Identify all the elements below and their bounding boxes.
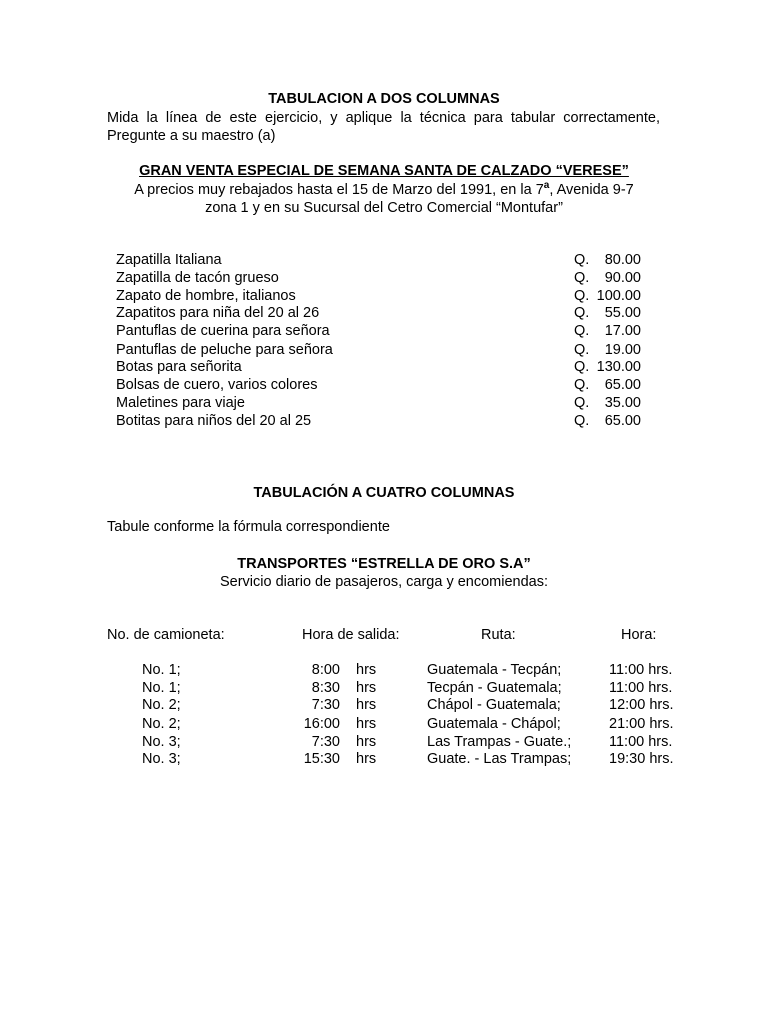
sale-line1-pre: A precios muy rebajados hasta el 15 de Marzo del 1991, en la 7: [134, 182, 544, 198]
arrival-time: 21:00 hrs.: [609, 716, 674, 732]
item-price: 35.00: [604, 395, 641, 411]
item-price: 90.00: [604, 270, 641, 286]
price-row: [0, 305, 768, 323]
transport-row: [0, 734, 768, 752]
section2-instruction: Tabule conforme la fórmula correspondiente: [107, 519, 390, 535]
departure-unit: hrs: [356, 697, 377, 713]
departure-unit: hrs: [356, 734, 377, 750]
item-price: 17.00: [604, 323, 641, 339]
price-row: [0, 359, 768, 377]
bus-number: No. 3;: [142, 751, 181, 767]
transport-header-row: [0, 627, 768, 645]
route: Guatemala - Tecpán;: [427, 662, 562, 678]
item-name: Zapato de hombre, italianos: [116, 288, 296, 304]
item-price: 19.00: [604, 342, 641, 358]
route: Chápol - Guatemala;: [427, 697, 561, 713]
header-arrival: Hora:: [621, 627, 657, 643]
departure-unit: hrs: [356, 751, 377, 767]
currency-label: Q.: [574, 252, 590, 268]
transport-row: [0, 662, 768, 680]
currency-label: Q.: [574, 288, 590, 304]
currency-label: Q.: [574, 413, 590, 429]
departure-time: 15:30: [303, 751, 340, 767]
route: Guate. - Las Trampas;: [427, 751, 572, 767]
item-price: 65.00: [604, 377, 641, 393]
price-row: [0, 270, 768, 288]
transport-row: [0, 751, 768, 769]
bus-number: No. 1;: [142, 662, 181, 678]
arrival-time: 12:00 hrs.: [609, 697, 674, 713]
section2-heading: TABULACIÓN A CUATRO COLUMNAS: [253, 485, 515, 501]
price-row: [0, 288, 768, 306]
section1-instruction-line2: Pregunte a su maestro (a): [107, 128, 276, 144]
transport-row: [0, 680, 768, 698]
sale-line2: zona 1 y en su Sucursal del Cetro Comercial “Montufar”: [205, 200, 563, 216]
departure-time: 16:00: [303, 716, 340, 732]
transport-row: [0, 697, 768, 715]
price-row: [0, 395, 768, 413]
departure-time: 8:30: [311, 680, 340, 696]
header-departure: Hora de salida:: [302, 627, 400, 643]
item-price: 130.00: [596, 359, 641, 375]
item-name: Pantuflas de cuerina para señora: [116, 323, 330, 339]
sale-line1-post: , Avenida 9-7: [549, 182, 634, 198]
item-name: Zapatilla de tacón grueso: [116, 270, 279, 286]
transport-row: [0, 716, 768, 734]
departure-time: 7:30: [311, 734, 340, 750]
currency-label: Q.: [574, 305, 590, 321]
currency-label: Q.: [574, 377, 590, 393]
departure-unit: hrs: [356, 716, 377, 732]
item-name: Botitas para niños del 20 al 25: [116, 413, 312, 429]
item-name: Botas para señorita: [116, 359, 242, 375]
route: Tecpán - Guatemala;: [427, 680, 562, 696]
arrival-time: 11:00 hrs.: [609, 662, 673, 678]
bus-number: No. 1;: [142, 680, 181, 696]
currency-label: Q.: [574, 395, 590, 411]
currency-label: Q.: [574, 359, 590, 375]
currency-label: Q.: [574, 270, 590, 286]
section1-heading: TABULACION A DOS COLUMNAS: [268, 91, 500, 107]
departure-time: 8:00: [311, 662, 340, 678]
sale-title-text: GRAN VENTA ESPECIAL DE SEMANA SANTA DE CALZADO “VERESE”: [139, 163, 629, 179]
arrival-time: 11:00 hrs.: [609, 734, 673, 750]
item-name: Maletines para viaje: [116, 395, 245, 411]
item-price: 65.00: [604, 413, 641, 429]
sale-title: [0, 163, 768, 181]
item-name: Pantuflas de peluche para señora: [116, 342, 333, 358]
currency-label: Q.: [574, 342, 590, 358]
transport-subtitle: Servicio diario de pasajeros, carga y encomiendas:: [219, 574, 549, 590]
sale-line1: [0, 182, 768, 200]
price-row: [0, 252, 768, 270]
route: Guatemala - Chápol;: [427, 716, 561, 732]
item-price: 80.00: [604, 252, 641, 268]
price-row: [0, 323, 768, 341]
departure-unit: hrs: [356, 680, 377, 696]
item-price: 100.00: [596, 288, 641, 304]
item-name: Zapatitos para niña del 20 al 26: [116, 305, 320, 321]
bus-number: No. 2;: [142, 716, 181, 732]
bus-number: No. 3;: [142, 734, 181, 750]
price-row: [0, 413, 768, 431]
departure-time: 7:30: [311, 697, 340, 713]
departure-unit: hrs: [356, 662, 377, 678]
sale-line1-sup: a: [543, 180, 550, 192]
transport-title: TRANSPORTES “ESTRELLA DE ORO S.A”: [237, 556, 531, 572]
item-price: 55.00: [604, 305, 641, 321]
currency-label: Q.: [574, 323, 590, 339]
item-name: Zapatilla Italiana: [116, 252, 222, 268]
price-row: [0, 377, 768, 395]
arrival-time: 19:30 hrs.: [609, 751, 674, 767]
arrival-time: 11:00 hrs.: [609, 680, 673, 696]
route: Las Trampas - Guate.;: [427, 734, 572, 750]
header-route: Ruta:: [481, 627, 516, 643]
item-name: Bolsas de cuero, varios colores: [116, 377, 318, 393]
header-bus-number: No. de camioneta:: [107, 627, 225, 643]
section1-instruction-line1: Mida la línea de este ejercicio, y aplique la técnica para tabular correctamente,: [107, 110, 660, 126]
bus-number: No. 2;: [142, 697, 181, 713]
price-row: [0, 342, 768, 360]
